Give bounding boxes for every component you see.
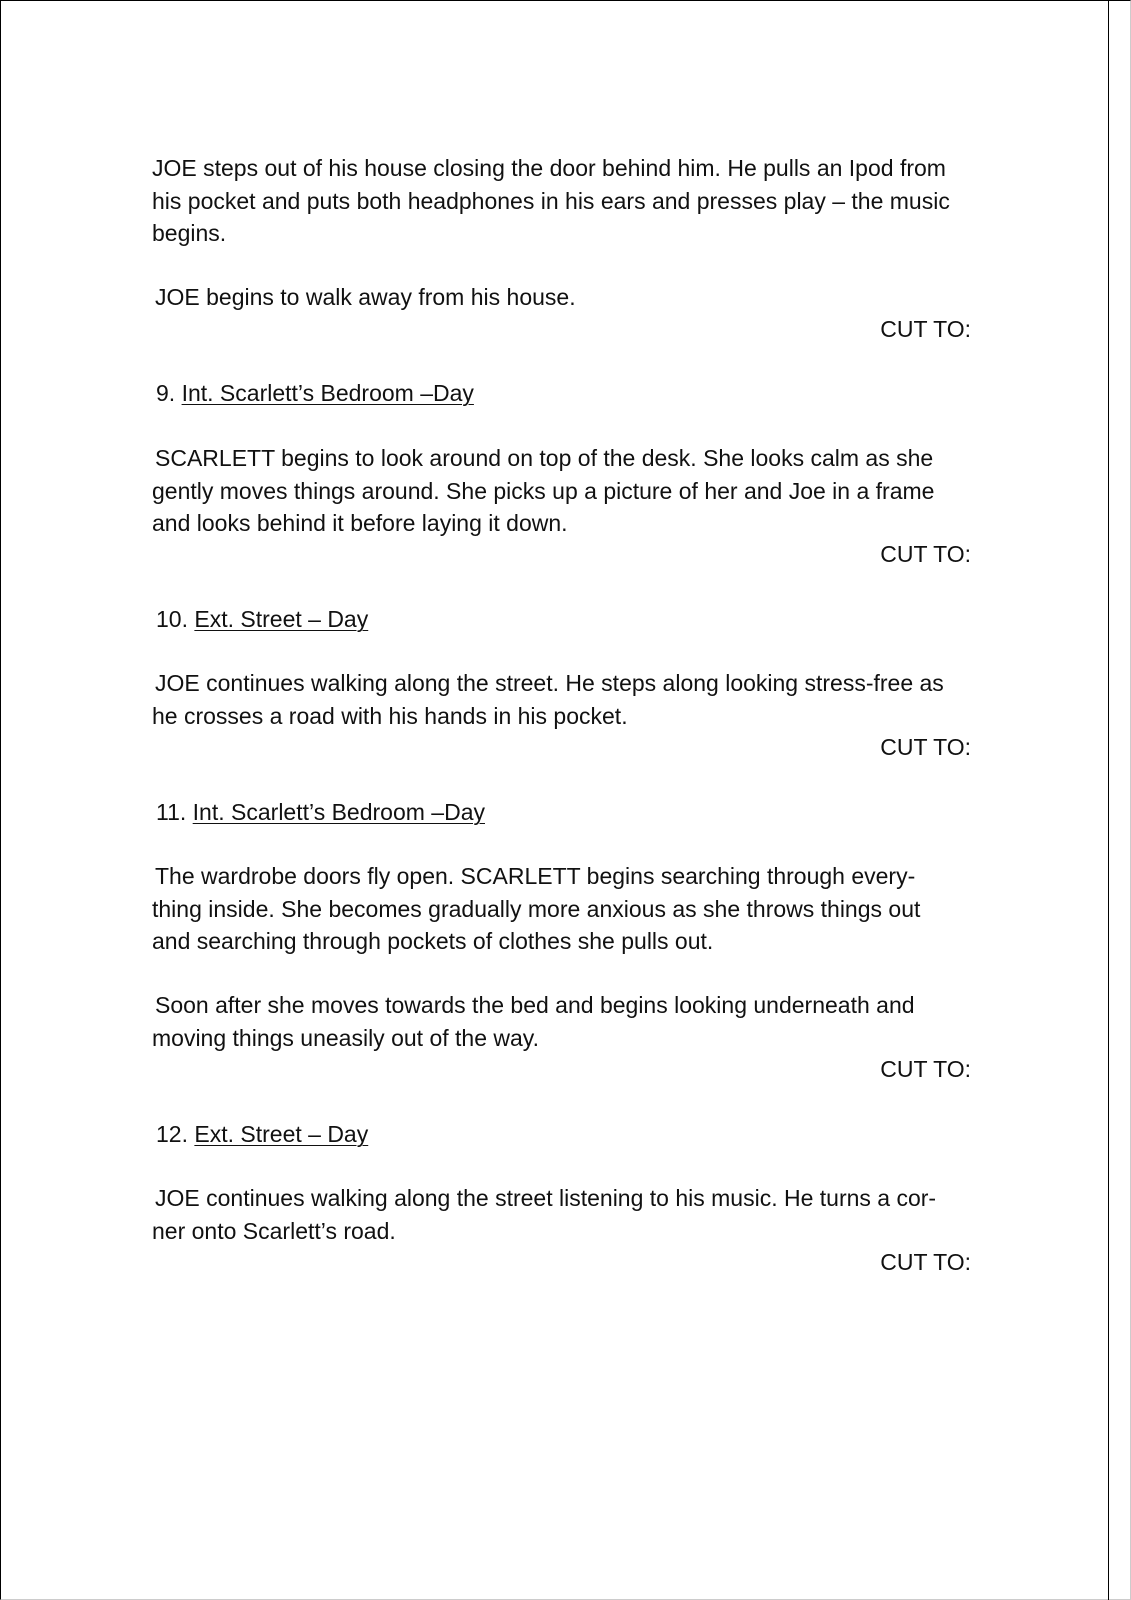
scene-number: 11. (156, 799, 187, 825)
transition-cut-to: CUT TO: (880, 1249, 971, 1275)
action-paragraph (152, 860, 920, 958)
scene-heading (156, 377, 474, 410)
scene-number: 12. (156, 1121, 188, 1147)
scene-slugline: Int. Scarlett’s Bedroom –Day (181, 380, 474, 406)
action-line: ner onto Scarlett’s road. (152, 1217, 396, 1244)
action-line: The wardrobe doors fly open. SCARLETT begins searching through every- (155, 863, 916, 889)
action-line: he crosses a road with his hands in his pocket. (152, 702, 628, 729)
scene-slugline: Ext. Street – Day (194, 1121, 369, 1147)
action-line: JOE continues walking along the street listening to his music. He turns a cor- (155, 1185, 937, 1211)
transition-cut-to: CUT TO: (880, 734, 971, 760)
scene-slugline: Ext. Street – Day (194, 606, 369, 632)
transition-cut-to: CUT TO: (880, 541, 971, 567)
action-line: JOE begins to walk away from his house. (155, 284, 576, 310)
transition-cut-to: CUT TO: (880, 1056, 971, 1082)
page-right-edge (1108, 0, 1109, 1600)
scene-slugline: Int. Scarlett’s Bedroom –Day (192, 799, 485, 825)
action-line: his pocket and puts both headphones in his ears and presses play – the music (152, 187, 950, 214)
action-paragraph (152, 152, 950, 250)
scene-heading (156, 796, 485, 829)
action-paragraph (152, 1182, 936, 1247)
action-line: SCARLETT begins to look around on top of the desk. She looks calm as she (155, 445, 934, 471)
action-line: begins. (152, 220, 227, 246)
action-paragraph (152, 667, 944, 732)
action-paragraph (152, 281, 576, 314)
action-line: moving things uneasily out of the way. (152, 1024, 539, 1051)
action-line: JOE steps out of his house closing the door behind him. He pulls an Ipod from (152, 155, 946, 181)
scene-number: 9. (156, 380, 176, 406)
transition-cut-to: CUT TO: (880, 316, 971, 342)
action-line: and searching through pockets of clothes she pulls out. (152, 928, 714, 954)
action-paragraph (152, 442, 934, 540)
action-paragraph (152, 989, 915, 1054)
action-line: Soon after she moves towards the bed and begins looking underneath and (155, 992, 915, 1018)
scene-heading (156, 1118, 368, 1151)
action-line: and looks behind it before laying it down. (152, 510, 568, 536)
action-line: gently moves things around. She picks up a picture of her and Joe in a frame (152, 477, 935, 504)
scene-heading (156, 603, 368, 636)
scene-number: 10. (156, 606, 188, 632)
action-line: JOE continues walking along the street. He steps along looking stress-free as (155, 670, 944, 696)
action-line: thing inside. She becomes gradually more anxious as she throws things out (152, 895, 921, 922)
